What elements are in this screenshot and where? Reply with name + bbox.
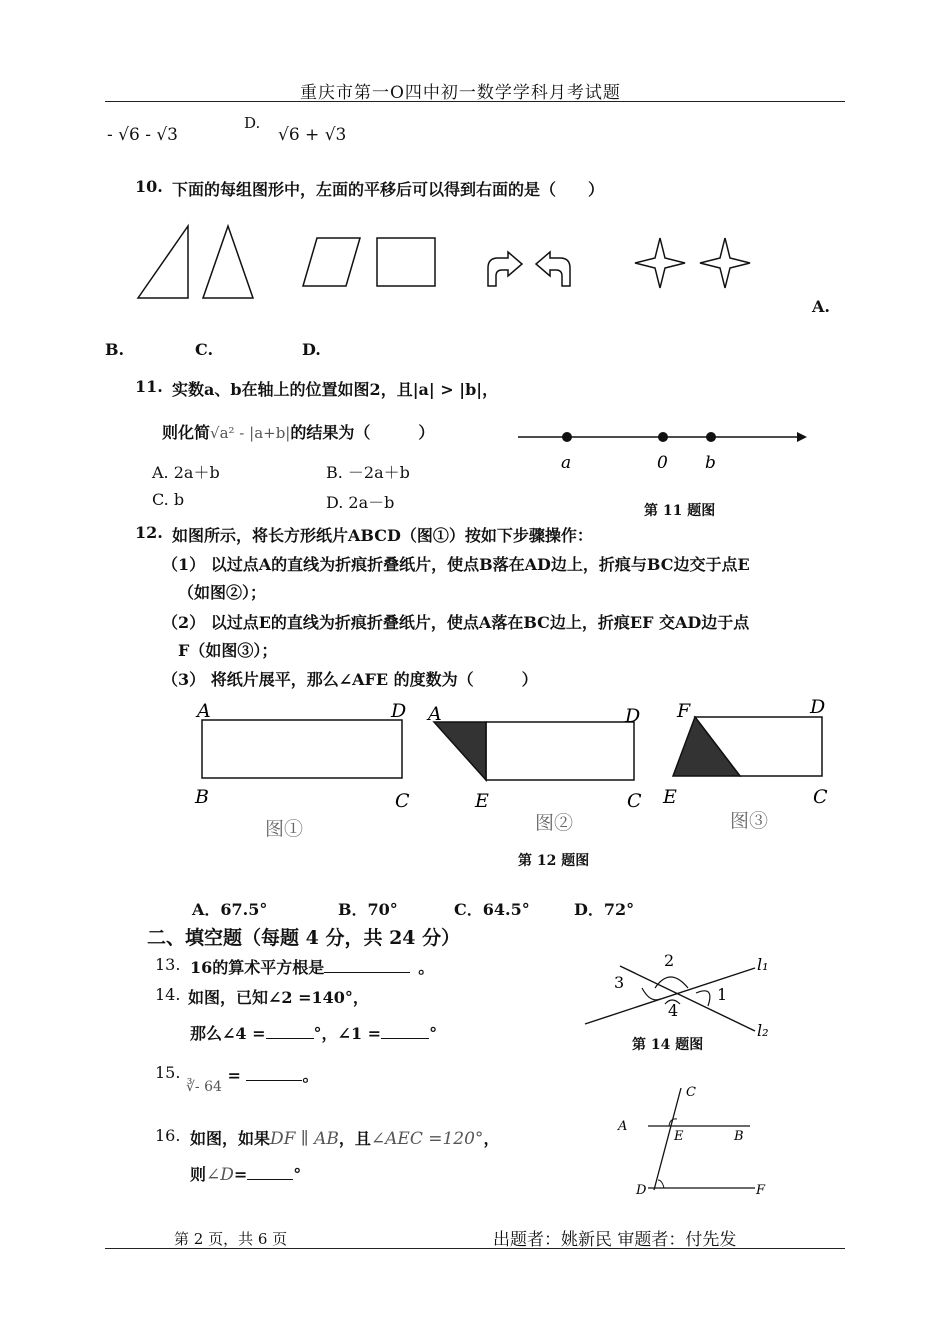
- q12-step1b: （如图②）；: [178, 583, 267, 602]
- fig1-rectangle: [202, 720, 402, 778]
- fig1-label-D: D: [391, 700, 407, 722]
- line-l2: [620, 966, 755, 1031]
- q11-text1: 实数a、b在轴上的位置如图2，且|a| > |b|，: [172, 380, 499, 399]
- q12-option-a: A．67.5°: [192, 900, 268, 919]
- q12-step1a: （1） 以过点A的直线为折痕折叠纸片，使点B落在AD边上，折痕与BC边交于点E: [162, 555, 750, 574]
- q14-angle1-blank[interactable]: [381, 1024, 429, 1039]
- q9-option-d-expr: √6 + √3: [278, 125, 347, 145]
- q10-arrow-left-icon: [536, 252, 570, 286]
- q12-option-b: B．70°: [338, 900, 398, 919]
- q14-line2: [190, 1021, 437, 1044]
- label-l2: l₂: [757, 1021, 769, 1038]
- q11-option-a: A. 2a＋b: [152, 463, 220, 482]
- q15-answer-blank[interactable]: [246, 1066, 302, 1081]
- label-D: D: [636, 1183, 647, 1198]
- q10-option-b: B.: [105, 340, 125, 359]
- q12-option-d: D．72°: [574, 900, 635, 919]
- page-header-title: 重庆市第一O四中初一数学学科月考试题: [300, 83, 621, 103]
- q11-number: 11.: [135, 377, 163, 396]
- section2-title: 二、填空题（每题 4 分，共 24 分）: [147, 927, 461, 949]
- label-F: F: [756, 1183, 766, 1198]
- footer-page: 第 2 页，共 6 页: [174, 1230, 288, 1248]
- fig2-label-E: E: [475, 790, 489, 812]
- q12-figure-caption: 第 12 题图: [518, 853, 590, 869]
- q16-text1-end: ，: [483, 1129, 500, 1148]
- q15-expr: ∛- 64: [186, 1079, 222, 1095]
- q10-parallelogram: [303, 238, 360, 286]
- label-angle3: 3: [614, 973, 625, 992]
- q11-number-line: [515, 420, 815, 480]
- q15-eq: =: [221, 1066, 247, 1085]
- q14-text2-end: °: [429, 1024, 438, 1043]
- q11-text2-expr: √a² - |a+b|: [210, 424, 291, 442]
- label-angle1: 1: [717, 985, 728, 1004]
- q14-figure: [580, 948, 780, 1038]
- q10-isoceles-triangle: [203, 226, 253, 298]
- fig3-label-C: C: [813, 786, 828, 808]
- q12-step2a: （2） 以过点E的直线为折痕折叠纸片，使点A落在BC边上，折痕EF 交AD边于点: [162, 613, 750, 632]
- footer-authors: 出题者：姚新民 审题者：付先发: [493, 1230, 737, 1250]
- fig2-rectangle: [486, 722, 634, 780]
- q16-text1-mid: ，且: [338, 1129, 371, 1148]
- q16-line2: [190, 1162, 301, 1185]
- footer-rule: [105, 1248, 845, 1249]
- fig3-caption: 图③: [730, 810, 769, 832]
- q12-option-c: C．64.5°: [454, 900, 530, 919]
- angle-D-arc: [658, 1180, 664, 1188]
- q11-option-b: B. －2a＋b: [326, 463, 410, 482]
- label-C: C: [686, 1085, 696, 1100]
- label-E: E: [674, 1129, 684, 1144]
- angle2-arc: [655, 977, 688, 988]
- q14-number: 14.: [155, 985, 181, 1004]
- q12-number: 12.: [135, 523, 163, 542]
- header-rule: [105, 101, 845, 102]
- q12-text: 如图所示，将长方形纸片ABCD（图①）按如下步骤操作：: [172, 526, 593, 545]
- fig2-caption: 图②: [535, 812, 574, 834]
- q16-expr-parallel: DF ∥ AB: [270, 1129, 339, 1149]
- q10-star-left-icon: [635, 238, 685, 288]
- q16-figure: [610, 1082, 790, 1202]
- fig3-folded-triangle: [673, 717, 740, 776]
- number-line-arrow-icon: [797, 432, 807, 442]
- q14-figure-caption: 第 14 题图: [632, 1037, 704, 1053]
- q10-right-triangle: [138, 226, 188, 298]
- q10-option-a: A.: [812, 297, 830, 316]
- q16-expr-d: ∠D: [206, 1165, 234, 1185]
- angle3-arc: [642, 988, 660, 1000]
- q10-figures: [130, 218, 770, 308]
- q16-answer-blank[interactable]: [247, 1165, 293, 1180]
- fig1-caption: 图①: [265, 818, 304, 840]
- q16-text2-pre: 则: [190, 1165, 207, 1184]
- q12-step2b: F（如图③）；: [178, 641, 278, 660]
- q9-option-c-expr: - √6 - √3: [107, 125, 178, 145]
- point-0: [658, 432, 668, 442]
- q15-end: 。: [302, 1066, 319, 1085]
- label-A: A: [618, 1119, 628, 1134]
- q11-figure-caption: 第 11 题图: [644, 503, 716, 519]
- label-angle4: 4: [668, 1001, 679, 1020]
- q16-number: 16.: [155, 1126, 181, 1145]
- q11-option-c: C. b: [152, 490, 185, 509]
- fig1-label-A: A: [197, 700, 211, 722]
- q14-text2-pre: 那么∠4 =: [190, 1024, 266, 1043]
- fig3-label-F: F: [677, 700, 691, 722]
- q11-text2-pre: 则化简: [162, 423, 211, 442]
- label-b: b: [705, 453, 716, 473]
- fig2-label-A: A: [428, 703, 442, 725]
- q15-line: [186, 1063, 319, 1095]
- point-a: [562, 432, 572, 442]
- fig2-folded-triangle: [434, 722, 486, 780]
- label-angle2: 2: [664, 951, 675, 970]
- q11-text2: [162, 420, 434, 443]
- q14-angle4-blank[interactable]: [266, 1024, 314, 1039]
- fig1-label-C: C: [395, 790, 410, 812]
- q10-option-d: D.: [302, 340, 321, 359]
- q16-line1: [190, 1126, 499, 1149]
- label-B: B: [734, 1129, 744, 1144]
- q16-text2-end: °: [293, 1165, 302, 1184]
- q9-option-d-label: D.: [244, 114, 261, 132]
- q12-step3: （3） 将纸片展平，那么∠AFE 的度数为（ ）: [162, 670, 538, 689]
- q10-star-right-icon: [700, 238, 750, 288]
- fig3-label-E: E: [663, 786, 677, 808]
- q13-answer-blank[interactable]: [324, 958, 410, 973]
- q10-text: 下面的每组图形中，左面的平移后可以得到右面的是（ ）: [172, 180, 605, 199]
- q13-text: 16的算术平方根是: [190, 958, 325, 977]
- q13-line: [190, 955, 434, 978]
- q16-expr-angle: ∠AEC =120°: [370, 1129, 484, 1149]
- q15-number: 15.: [155, 1063, 181, 1082]
- fig2-label-C: C: [627, 790, 642, 812]
- q16-text1-pre: 如图，如果: [190, 1129, 271, 1148]
- q11-option-d: D. 2a－b: [326, 493, 395, 512]
- fig2-label-D: D: [625, 705, 641, 727]
- q13-end: 。: [418, 958, 435, 977]
- q16-text2-eq: =: [233, 1165, 248, 1184]
- q11-text2-post: 的结果为（ ）: [290, 423, 435, 442]
- q14-text2-mid: °，∠1 =: [313, 1024, 382, 1043]
- label-0: 0: [657, 453, 668, 473]
- point-b: [706, 432, 716, 442]
- q10-option-c: C.: [195, 340, 214, 359]
- fig3-label-D: D: [810, 696, 826, 718]
- q14-text1: 如图，已知∠2 =140°，: [188, 988, 369, 1007]
- q13-number: 13.: [155, 955, 181, 974]
- q10-arrow-right-icon: [488, 252, 522, 286]
- q10-number: 10.: [135, 177, 163, 196]
- fig1-label-B: B: [195, 786, 209, 808]
- q12-figures: [185, 695, 845, 845]
- label-l1: l₁: [757, 955, 769, 974]
- label-a: a: [561, 453, 572, 473]
- q10-square: [377, 238, 435, 286]
